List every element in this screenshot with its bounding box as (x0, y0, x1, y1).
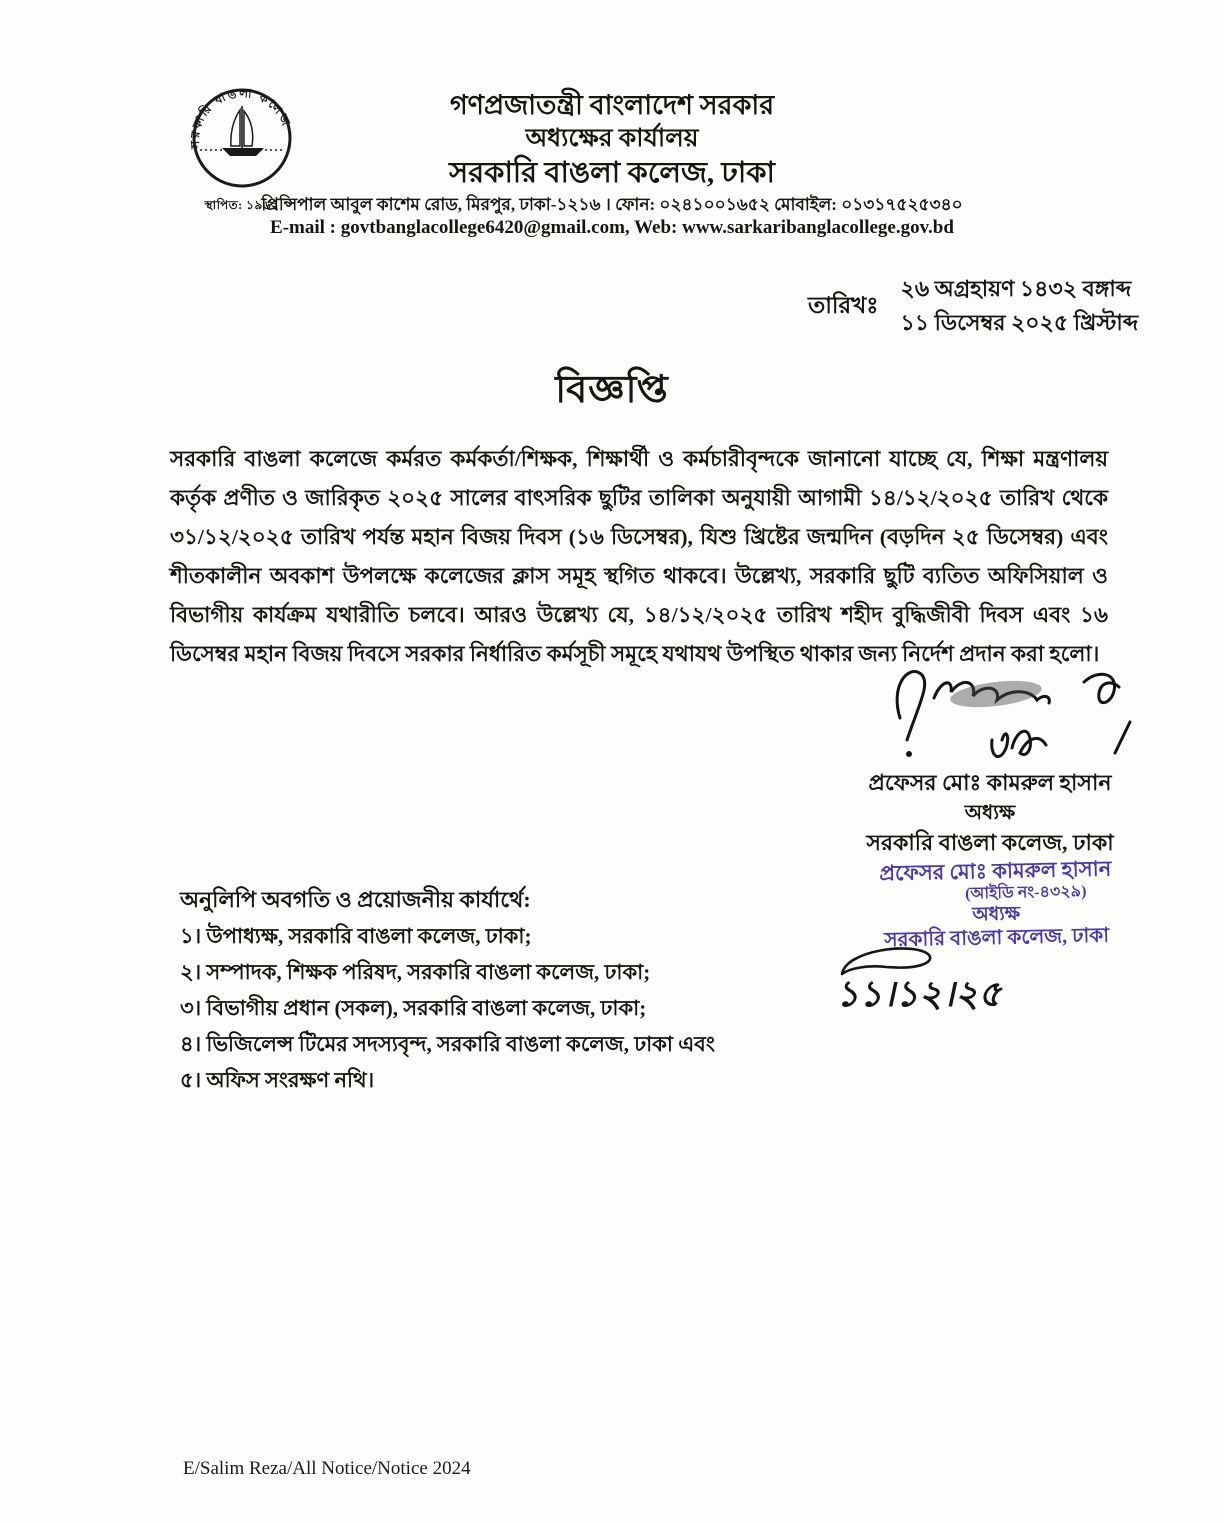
distribution-item-5: ৫। অফিস সংরক্ষণ নথি। (180, 1068, 375, 1092)
distribution-item-2: ২। সম্পাদক, শিক্ষক পরিষদ, সরকারি বাঙলা কলেজ, ঢাকা; (180, 960, 651, 984)
date-block (808, 272, 1138, 340)
notice-body: সরকারি বাঙলা কলেজে কর্মরত কর্মকর্তা/শিক্ষক, শিক্ষার্থী ও কর্মচারীবৃন্দকে জানানো যাচ্ছে যে, শিক্ষা মন্ত্রণালয় কর্তৃক প্রণীত ও জারিকৃত ২০২৫ সালের বাৎসরিক ছুটির তালিকা অনুযায়ী আগামী ১৪/১২/২০২৫ তারিখ থেকে ৩১/১২/২০২৫ তারিখ পর্যন্ত মহান বিজয় দিবস (১৬ ডিসেম্বর), যিশু খ্রিষ্টের জন্মদিন (বড়দিন ২৫ ডিসেম্বর) এবং শীতকালীন অবকাশ উপলক্ষে কলেজের ক্লাস সমূহ স্থগিত থাকবে। উল্লেখ্য, সরকারি ছুটি ব্যতিত অফিসিয়াল ও বিভাগীয় কার্যক্রম যথারীতি চলবে। আরও উল্লেখ্য যে, ১৪/১২/২০২৫ তারিখ শহীদ বুদ্ধিজীবী দিবস এবং ১৬ ডিসেম্বর মহান বিজয় দিবসে সরকার নির্ধারিত কর্মসূচী সমূহে যথাযথ উপস্থিত থাকার জন্য নির্দেশ প্রদান করা হলো। (170, 447, 1108, 666)
stamp-college: সরকারি বাঙলা কলেজ, ঢাকা (884, 924, 1110, 952)
notice-title: বিজ্ঞপ্তি (555, 369, 669, 411)
bangla-date: ২৬ অগ্রহায়ণ ১৪৩২ বঙ্গাব্দ (900, 276, 1132, 301)
distribution-list (180, 882, 800, 1098)
government-line: গণপ্রজাতন্ত্রী বাংলাদেশ সরকার (449, 90, 775, 120)
signatory-college: সরকারি বাঙলা কলেজ, ঢাকা (866, 830, 1114, 855)
stamp-name: প্রফেসর মোঃ কামরুল হাসান (879, 856, 1112, 886)
handwritten-date (828, 940, 1018, 1022)
date-label: তারিখঃ (808, 292, 879, 318)
distribution-item-4: ৪। ভিজিলেন্স টিমের সদস্যবৃন্দ, সরকারি বাঙলা কলেজ, ঢাকা এবং (180, 1032, 715, 1056)
flourish-stroke (842, 948, 930, 974)
signatory-block (818, 768, 1162, 858)
email-web-line: E-mail : govtbanglacollege6420@gmail.com, Web: www.sarkaribanglacollege.gov.bd (270, 217, 954, 238)
distribution-item-1: ১। উপাধ্যক্ষ, সরকারি বাঙলা কলেজ, ঢাকা; (180, 924, 532, 948)
stamp-id: (আইডি নং-৪৩২৯) (964, 883, 1087, 903)
seal-ring-text: সরকারি বাঙলা কলেজ (187, 85, 294, 150)
stamp-designation: অধ্যক্ষ (971, 903, 1021, 926)
distribution-item-3: ৩। বিভাগীয় প্রধান (সকল), সরকারি বাঙলা কলেজ, ঢাকা; (180, 996, 647, 1020)
file-reference-footer: E/Salim Reza/All Notice/Notice 2024 (183, 1458, 471, 1479)
signatory-designation: অধ্যক্ষ (964, 802, 1016, 824)
signatory-name: প্রফেসর মোঃ কামরুল হাসান (868, 770, 1112, 795)
office-line: অধ্যক্ষের কার্যালয় (525, 125, 699, 152)
seal-established-text: স্থাপিত: ১৯৬২ (204, 198, 280, 212)
college-name-line: সরকারি বাঙলা কলেজ, ঢাকা (449, 157, 775, 189)
letterhead (0, 85, 1224, 240)
handwritten-date-text: ১১।১২।২৫ (834, 974, 1009, 1014)
address-line: প্রিন্সিপাল আবুল কাশেম রোড, মিরপুর, ঢাকা-১২১৬ । ফোন: ০২৪১০০১৬৫২ মোবাইল: ০১৩১৭৫২৫৩৪০ (261, 195, 963, 214)
signature-scribble-icon (878, 660, 1142, 772)
distribution-heading: অনুলিপি অবগতি ও প্রয়োজনীয় কার্যার্থে: (180, 887, 531, 912)
gregorian-date: ১১ ডিসেম্বর ২০২৫ খ্রিস্টাব্দ (900, 310, 1139, 335)
name-stamp (827, 854, 1165, 953)
